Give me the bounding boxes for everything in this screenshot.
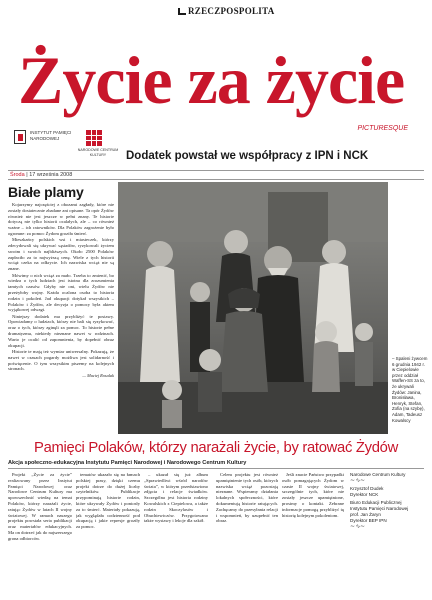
ipn-logo	[14, 130, 74, 164]
signature-scribble-icon: ~∿~	[350, 522, 366, 530]
signer-org-2: Instytutu Pamięci Narodowej	[350, 506, 409, 512]
signature-scribble-icon: ~∿~	[350, 476, 366, 484]
supplement-heading: Dodatek powstał we współpracy z IPN i NCK	[126, 150, 369, 162]
bottom-paragraph: tematów ukazało się na łamach polskiej prasy, dzięki czemu projekt dotrze do dużej liczby czytelników. Publikacje przypominają historie rodzin, które ukrywały Żydów i poniosły za to śmierć. Materiały pokazują, jak wyglądała codzienność pod okupacją i jakie represje groziły za pomoc.	[76, 472, 140, 530]
signers-block	[350, 472, 426, 535]
article-body	[8, 202, 114, 442]
article-paragraph: Kojarzymy najczęściej z obozami zagłady, które nie zostały dostatecznie zbadane ani opisane. Ta opór Żydów również nie jest jeszcze w pełni znany. Te historie dotyczą nie tylko historii ocalałych, ale – co również ważne – ich ratowników. Dla Polaków zagrożenie było ogromne: za pomoc Żydom groziła śmierć.	[8, 202, 114, 236]
publication-name: RZECZPOSPOLITA	[188, 6, 275, 16]
bottom-column-1	[8, 472, 72, 596]
ipn-logo-text: INSTYTUT PAMIĘCI NARODOWEJ	[30, 130, 72, 141]
secondary-subhead: Akcja społeczno-edukacyjna Instytutu Pamięci Narodowej i Narodowego Centrum Kultury	[8, 460, 247, 466]
masthead-top	[0, 0, 432, 22]
publication-mark-icon	[178, 8, 186, 15]
secondary-headline: Pamięci Polaków, którzy narażali życie, by ratować Żydów	[34, 440, 398, 456]
article-paragraph: Historie te mają też wymiar uniwersalny. Pokazują, że nawet w czasach pogardy możliwa jest solidarność i poświęcenie. O tym wszystkim piszemy na kolejnych stronach.	[8, 348, 114, 372]
signer-name: prof. Jan Żaryn	[350, 511, 381, 517]
dateline-day: Środa	[10, 172, 25, 178]
article-paragraph: Niniejszy dodatek ma przybliżyć te postawy. Opowiadamy o ludziach, którzy nie bali się ryzykować, oraz o tych, którzy zginęli za pomoc. To historie pełne dramatyzmu, niekiedy nieznane nawet w rodzinach. Warto je ocalić od zapomnienia, by dopełnić obraz okupacji.	[8, 313, 114, 348]
page-title: Życie za życie	[18, 42, 405, 118]
bottom-paragraph: Jeśli znacie Państwo przypadki osób pomagających Żydom w czasie II wojny światowej, szczególnie tych, które nie zostały jeszcze upamiętnione, prosimy o kontakt. Zebrane informacje pomogą przybliżyć tę historię kolejnym pokoleniom.	[282, 472, 344, 518]
bottom-column-4	[216, 472, 278, 596]
dateline	[8, 170, 424, 180]
signer-ipn	[350, 500, 426, 531]
article-title: Białe plamy	[8, 184, 84, 200]
signer-org: Biuro Edukacji Publicznej	[350, 500, 402, 506]
photo-caption: – Spaleni żywcem 6 grudnia 1942 r. w Ciepielowie przez oddział Waffen-SS za to, że ukrywali Żydów: Janina, Bronisława, Henryk, Stefan, Zofia (na szybę), Adam, Tadeusz Kowalscy	[392, 356, 428, 423]
family-photo-illustration	[118, 182, 388, 434]
bottom-paragraph: Projekt „Życie za życie” realizowany przez Instytut Pamięci Narodowej oraz Narodowe Centrum Kultury ma upowszechnić wiedzę na temat Polaków, którzy narażali życie, ratując Żydów w latach II wojny światowej. W ramach naszego projektu powstała seria publikacji oraz materiałów edukacyjnych. Ma on dotrzeć jak do najszerszego grona odbiorców.	[8, 472, 72, 541]
nck-logo	[76, 130, 120, 164]
nck-emblem-icon	[86, 130, 102, 146]
dateline-date: 17 września 2008	[29, 172, 73, 178]
bottom-column-5	[282, 472, 344, 596]
bottom-column-2	[76, 472, 140, 596]
article-paragraph: Mówimy o nich wciąż za mało. Trzeba to zmienić, bo wiedza o tych ludziach jest istotna dla zrozumienia tamtych czasów. Gdyby nie oni, wielu Żydów nie przeżyłoby wojny. Każda ocalona osoba to historia rodzin i pokoleń. Jad okupacji dotykał wszystkich – Polaków i Żydów, ale decyzja o pomocy była aktem wyjątkowej odwagi.	[8, 272, 114, 313]
pictures-tag: PICTURESQUE	[357, 125, 408, 132]
section-divider	[8, 468, 424, 469]
article-paragraph: Mieszkańcy polskich wsi i miasteczek, którzy zdecydowali się ukrywać sąsiadów, ryzykowali życiem swoim i swoich najbliższych. Około 2500 Polaków zapłaciło za to najwyższą cenę. Wiele z tych historii wciąż czeka na odkrycie. Ich nazwiska wciąż nie są znane.	[8, 237, 114, 272]
signer-org: Narodowe Centrum Kultury	[350, 472, 406, 477]
dateline-sep: |	[26, 172, 30, 178]
signer-role: Dyrektor BEP IPN	[350, 517, 387, 523]
bottom-paragraph: – ukazał się już album „Sprawiedliwi wśród narodów świata”, w którym przedstawiono zdjęcia i relacje świadków. Szczególna jest historia rodziny Kowalskich z Ciepielowa, a także rodzin Skoczylasów i Obuchiewiczów. Przygotowano także wystawy i lekcje dla szkół.	[144, 472, 208, 524]
ipn-emblem-icon	[14, 130, 26, 144]
nck-logo-text: NARODOWE CENTRUM KULTURY	[77, 148, 119, 157]
signer-role: Dyrektor NCK	[350, 491, 379, 497]
signer-name: Krzysztof Dudek	[350, 485, 384, 491]
family-photo	[118, 182, 388, 434]
article-signature: — Maciej Rosalak	[82, 372, 114, 378]
bottom-paragraph: Celem projektu jest również upamiętnienie tych osób, których nazwiska wciąż pozostają nieznane. Wspieramy działania lokalnych społeczności, które dokumentują historie ratujących. Zachęcamy do przesyłania relacji i wspomnień, by uzupełnić ten obraz.	[216, 472, 278, 524]
signer-nck	[350, 472, 426, 497]
publication-logo	[178, 6, 275, 16]
bottom-column-3	[144, 472, 208, 596]
